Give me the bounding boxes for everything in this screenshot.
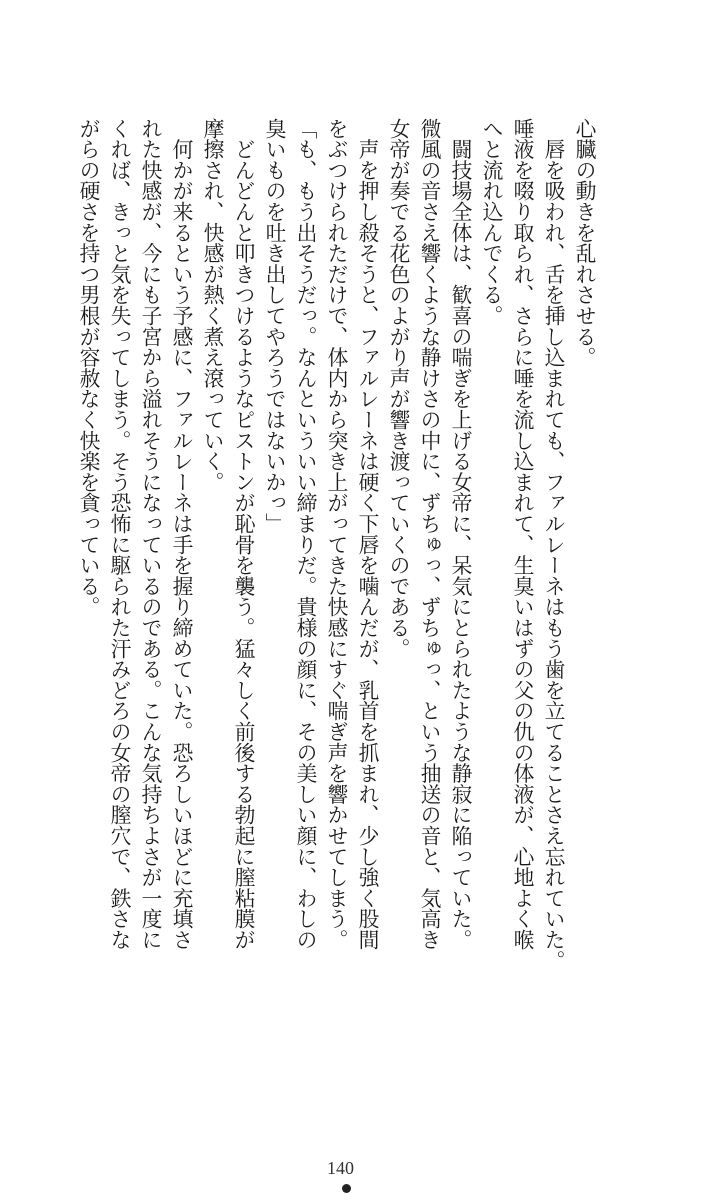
text-column: 臭いものを吐き出してやろうではないかっ」 <box>262 118 286 534</box>
text-column: 何かが来るという予感に、ファルレーネは手を握り締めていた。恐ろしいほどに充填さ <box>169 118 193 950</box>
text-column: 闘技場全体は、歓喜の喘ぎを上げる女帝に、呆気にとられたような静寂に陥っていた。 <box>448 118 472 950</box>
text-column: くれば、きっと気を失ってしまう。そう恐怖に駆られた汗みどろの女帝の膣穴で、鉄さな <box>107 118 131 950</box>
text-column: 心臓の動きを乱れさせる。 <box>572 118 596 368</box>
text-column: 唇を吸われ、舌を挿し込まれても、ファルレーネはもう歯を立てることさえ忘れていた。 <box>541 118 565 971</box>
page-marker-dot-icon <box>342 1184 351 1193</box>
text-column: 女帝が奏でる花色のよがり声が響き渡っていくのである。 <box>386 118 410 659</box>
text-column: 摩擦され、快感が熱く煮え滾っていく。 <box>200 118 224 493</box>
text-column: 「も、もう出そうだっ。なんといういい締まりだ。貴様の顔に、その美しい顔に、わしの <box>293 118 317 950</box>
text-column: 唾液を啜り取られ、さらに唾を流し込まれて、生臭いはずの父の仇の体液が、心地よく喉 <box>510 118 534 950</box>
text-column: がらの硬さを持つ男根が容赦なく快楽を貪っている。 <box>76 118 100 618</box>
text-column: へと流れ込んでくる。 <box>479 118 503 326</box>
text-column: 微風の音さえ響くような静けさの中に、ずちゅっ、ずちゅっ、という抽送の音と、気高き <box>417 118 441 950</box>
page-number <box>0 1158 705 1179</box>
text-column: 声を押し殺そうと、ファルレーネは硬く下唇を噛んだが、乳首を抓まれ、少し強く股間 <box>355 118 379 950</box>
page-number-text: 140 <box>327 1158 354 1178</box>
text-column: どんどんと叩きつけるようなピストンが恥骨を襲う。猛々しく前後する勃起に膣粘膜が <box>231 118 255 950</box>
body-text <box>72 118 599 988</box>
text-column: れた快感が、今にも子宮から溢れそうになっているのである。こんな気持ちよさが一度に <box>138 118 162 950</box>
text-column: をぶつけられただけで、体内から突き上がってきた快感にすぐ喘ぎ声を響かせてしまう。 <box>324 118 348 950</box>
